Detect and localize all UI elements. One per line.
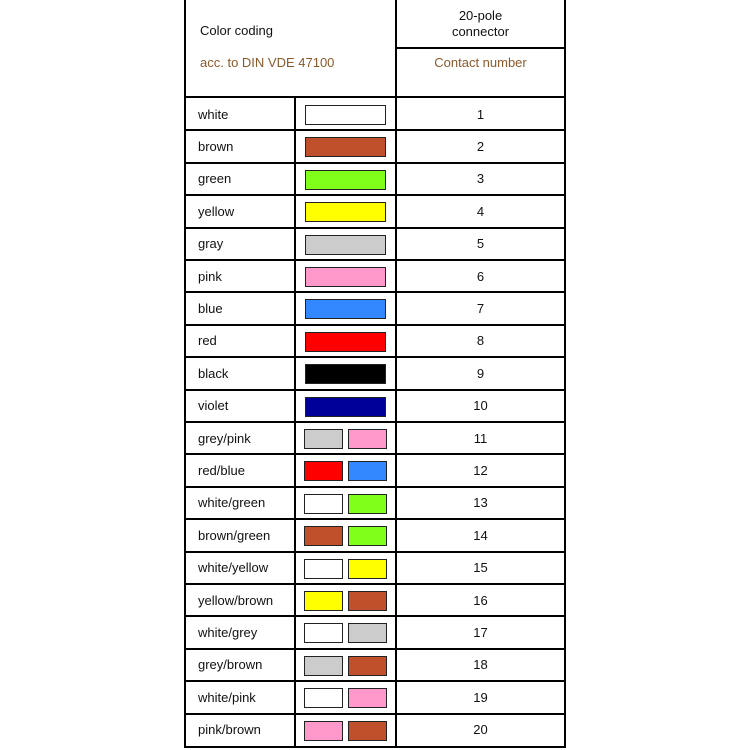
swatch-cell [294, 714, 395, 746]
color-swatch [348, 688, 387, 708]
color-name: red [198, 333, 217, 349]
header-title: Color coding [200, 23, 273, 38]
contact-number: 13 [395, 487, 564, 519]
color-name: red/blue [198, 463, 245, 479]
color-name: white/yellow [198, 560, 269, 576]
table-row [186, 163, 564, 195]
swatch-cell [294, 422, 395, 454]
contact-number: 20 [395, 714, 564, 746]
table-row [186, 292, 564, 324]
header-contact-number: Contact number [434, 55, 527, 70]
color-name: yellow [198, 203, 235, 219]
table-row [186, 195, 564, 227]
color-name: green [198, 171, 232, 187]
contact-number: 8 [395, 325, 564, 357]
table-row [186, 390, 564, 422]
color-swatch [348, 461, 387, 481]
contact-number: 12 [395, 454, 564, 486]
color-swatch [305, 364, 386, 384]
swatch-cell [294, 163, 395, 195]
table-row [186, 616, 564, 648]
contact-number: 3 [395, 163, 564, 195]
contact-number: 7 [395, 292, 564, 324]
table-row [186, 422, 564, 454]
table-row [186, 714, 564, 746]
contact-number: 1 [395, 98, 564, 130]
color-name: grey/pink [198, 430, 251, 446]
color-name: white [198, 106, 229, 122]
swatch-cell [294, 260, 395, 292]
header-standard: acc. to DIN VDE 47100 [200, 55, 335, 70]
color-swatch [304, 526, 343, 546]
color-swatch [304, 623, 343, 643]
contact-number: 15 [395, 552, 564, 584]
swatch-cell [294, 649, 395, 681]
contact-number: 5 [395, 228, 564, 260]
color-swatch [348, 429, 387, 449]
color-name: brown/green [198, 527, 271, 543]
color-swatch [305, 202, 386, 222]
header-connector [397, 0, 564, 49]
contact-number: 18 [395, 649, 564, 681]
color-name: white/pink [198, 689, 256, 705]
color-swatch [305, 267, 386, 287]
swatch-cell [294, 292, 395, 324]
table-row [186, 130, 564, 162]
table-row [186, 681, 564, 713]
color-name: black [198, 365, 229, 381]
color-swatch [348, 591, 387, 611]
color-swatch [305, 170, 386, 190]
color-swatch [305, 105, 386, 125]
table-row [186, 649, 564, 681]
swatch-cell [294, 357, 395, 389]
color-name: pink/brown [198, 722, 261, 738]
table-row [186, 487, 564, 519]
swatch-cell [294, 487, 395, 519]
table-row [186, 454, 564, 486]
header-connector-label: 20-pole connector [451, 7, 510, 39]
swatch-cell [294, 519, 395, 551]
swatch-cell [294, 584, 395, 616]
table-row [186, 228, 564, 260]
contact-number: 6 [395, 260, 564, 292]
color-name: yellow/brown [198, 592, 274, 608]
color-swatch [305, 397, 386, 417]
swatch-cell [294, 616, 395, 648]
color-swatch [305, 299, 386, 319]
color-name: violet [198, 398, 229, 414]
table-row [186, 519, 564, 551]
header-connector-cell [395, 0, 564, 96]
color-swatch [305, 332, 386, 352]
contact-number: 19 [395, 681, 564, 713]
contact-number: 14 [395, 519, 564, 551]
color-name: gray [198, 236, 224, 252]
color-swatch [304, 429, 343, 449]
color-name: white/grey [198, 625, 258, 641]
swatch-cell [294, 681, 395, 713]
contact-number: 10 [395, 390, 564, 422]
color-name: white/green [198, 495, 266, 511]
table-header [186, 0, 564, 98]
color-swatch [348, 526, 387, 546]
contact-number: 16 [395, 584, 564, 616]
contact-number: 11 [395, 422, 564, 454]
color-swatch [304, 559, 343, 579]
table-row [186, 325, 564, 357]
color-swatch [304, 721, 343, 741]
color-swatch [304, 494, 343, 514]
color-swatch [304, 656, 343, 676]
color-coding-table [184, 0, 566, 748]
table-row [186, 98, 564, 130]
color-name: grey/brown [198, 657, 263, 673]
swatch-cell [294, 454, 395, 486]
color-name: brown [198, 139, 234, 155]
color-swatch [348, 494, 387, 514]
swatch-cell [294, 228, 395, 260]
color-swatch [348, 721, 387, 741]
swatch-cell [294, 390, 395, 422]
color-swatch [348, 623, 387, 643]
color-swatch [304, 461, 343, 481]
color-name: pink [198, 268, 222, 284]
table-row [186, 552, 564, 584]
color-swatch [304, 591, 343, 611]
header-color-coding-cell [186, 0, 395, 96]
swatch-cell [294, 98, 395, 130]
swatch-cell [294, 195, 395, 227]
contact-number: 2 [395, 130, 564, 162]
color-swatch [305, 137, 386, 157]
contact-number: 4 [395, 195, 564, 227]
color-swatch [348, 559, 387, 579]
table-row [186, 584, 564, 616]
color-swatch [304, 688, 343, 708]
table-row [186, 260, 564, 292]
contact-number: 9 [395, 357, 564, 389]
swatch-cell [294, 552, 395, 584]
swatch-cell [294, 325, 395, 357]
contact-number: 17 [395, 616, 564, 648]
color-name: blue [198, 301, 223, 317]
color-swatch [305, 235, 386, 255]
table-row [186, 357, 564, 389]
color-swatch [348, 656, 387, 676]
swatch-cell [294, 130, 395, 162]
